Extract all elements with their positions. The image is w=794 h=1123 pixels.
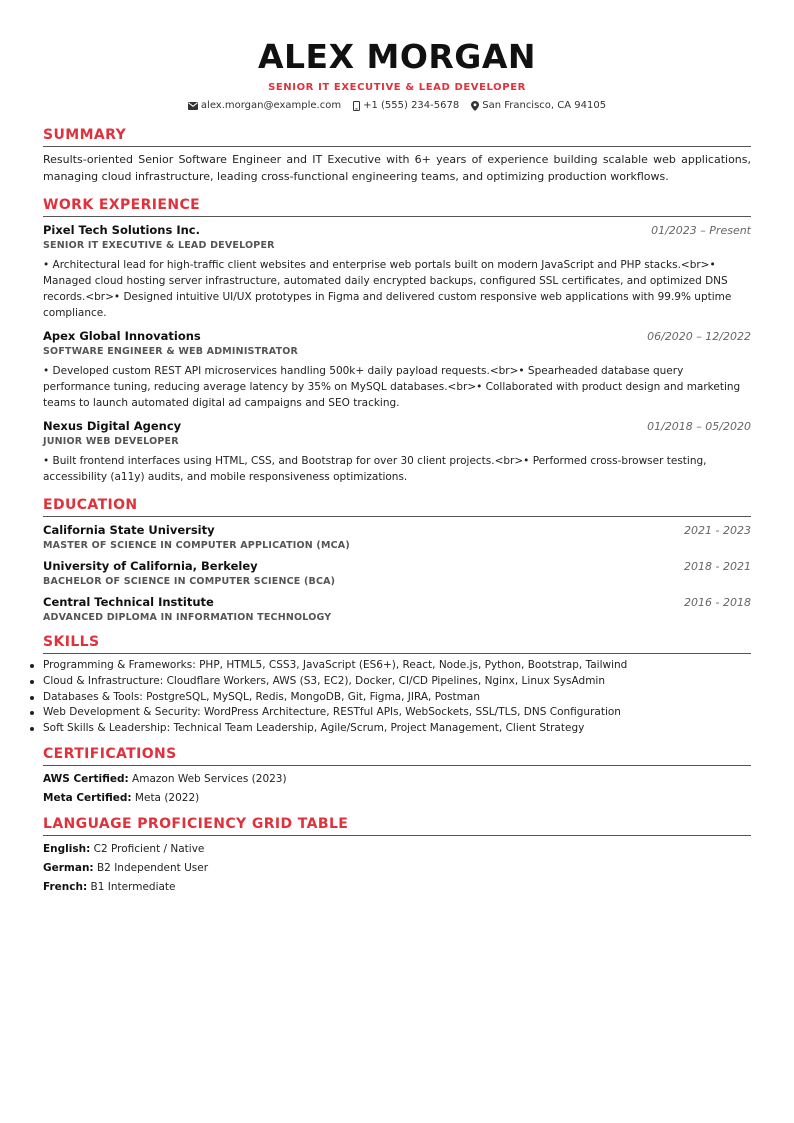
job-role: JUNIOR WEB DEVELOPER [43,436,179,447]
skill-item: Cloud & Infrastructure: Cloudflare Workers, AWS (S3, EC2), Docker, CI/CD Pipelines, Nginx, Linux SysAdmin [43,674,751,690]
education-entry [43,559,751,588]
summary-text: Results-oriented Senior Software Engineer and IT Executive with 6+ years of experience building scalable web applications, managing cloud infrastructure, leading cross-functional engineering teams, and optimizing production workflows. [43,153,751,183]
skills-list [43,658,751,737]
job-entry [43,223,751,321]
education-dates: 2021 - 2023 [684,524,751,537]
experience-heading: WORK EXPERIENCE [43,196,751,217]
contact-phone[interactable] [353,99,459,112]
job-entry [43,419,751,485]
company-name: Pixel Tech Solutions Inc. [43,223,200,237]
certification-label: Meta Certified: [43,791,132,804]
certifications-heading: CERTIFICATIONS [43,745,751,766]
certification-label: AWS Certified: [43,772,129,785]
language-value: B1 Intermediate [90,880,176,893]
language-label: German: [43,861,94,874]
contact-email[interactable] [188,99,341,112]
summary-heading: SUMMARY [43,126,751,147]
language-label: English: [43,842,91,855]
location-text: San Francisco, CA 94105 [482,100,607,111]
language-item [43,861,751,876]
degree-name: ADVANCED DIPLOMA IN INFORMATION TECHNOLOGY [43,612,332,623]
degree-name: MASTER OF SCIENCE IN COMPUTER APPLICATION (MCA) [43,540,350,551]
skill-item: Soft Skills & Leadership: Technical Team Leadership, Agile/Scrum, Project Management, Client Strategy [43,721,751,737]
skill-item: Web Development & Security: WordPress Architecture, RESTful APIs, WebSockets, SSL/TLS, DNS Configuration [43,705,751,721]
candidate-title: SENIOR IT EXECUTIVE & LEAD DEVELOPER [268,82,526,93]
certifications-section [43,745,751,806]
school-name: Central Technical Institute [43,595,214,609]
phone-icon [353,101,360,111]
job-role: SENIOR IT EXECUTIVE & LEAD DEVELOPER [43,240,275,251]
envelope-icon [188,102,198,110]
skill-item: Databases & Tools: PostgreSQL, MySQL, Redis, MongoDB, Git, Figma, JIRA, Postman [43,690,751,706]
job-description: • Developed custom REST API microservices handling 500k+ daily payload requests.<br>• Spearheaded database query performance tuning, reducing average latency by 35% on MySQL databases.<br>• Collaborated with product design and marketing teams to launch automated digital ad campaigns and SEO tracking. [43,365,741,409]
language-label: French: [43,880,88,893]
email-text[interactable]: alex.morgan@example.com [200,100,342,111]
education-heading: EDUCATION [43,496,751,517]
skill-item: Programming & Frameworks: PHP, HTML5, CSS3, JavaScript (ES6+), React, Node.js, Python, Bootstrap, Tailwind [43,658,751,674]
job-description: • Built frontend interfaces using HTML, CSS, and Bootstrap for over 30 client projects.<br>• Performed cross-browser testing, accessibility (a11y) audits, and mobile responsiveness optimizations. [43,455,707,483]
certification-value: Amazon Web Services (2023) [132,772,287,785]
resume-header [43,0,751,112]
job-dates: 06/2020 – 12/2022 [647,330,751,343]
job-dates: 01/2018 – 05/2020 [647,420,751,433]
company-name: Apex Global Innovations [43,329,201,343]
certification-item [43,791,751,806]
education-entry [43,595,751,624]
education-section [43,496,751,624]
education-entry [43,523,751,552]
job-dates: 01/2023 – Present [651,224,751,237]
company-name: Nexus Digital Agency [43,419,182,433]
education-dates: 2016 - 2018 [684,596,751,609]
language-item [43,842,751,857]
contact-bar [43,99,751,112]
candidate-name: ALEX MORGAN [257,37,537,76]
experience-section [43,196,751,485]
certification-value: Meta (2022) [134,791,200,804]
job-entry [43,329,751,411]
job-role: SOFTWARE ENGINEER & WEB ADMINISTRATOR [43,346,299,357]
contact-location [471,99,606,112]
skills-heading: SKILLS [43,633,751,654]
language-item [43,880,751,895]
map-pin-icon [471,101,479,111]
school-name: University of California, Berkeley [43,559,258,573]
summary-section [43,126,751,185]
education-dates: 2018 - 2021 [684,560,751,573]
language-value: B2 Independent User [96,861,209,874]
skills-section [43,633,751,737]
school-name: California State University [43,523,215,537]
language-value: C2 Proficient / Native [93,842,205,855]
languages-section [43,815,751,895]
certification-item [43,772,751,787]
phone-text[interactable]: +1 (555) 234-5678 [363,100,460,111]
languages-heading: LANGUAGE PROFICIENCY GRID TABLE [43,815,751,836]
degree-name: BACHELOR OF SCIENCE IN COMPUTER SCIENCE (BCA) [43,576,336,587]
job-description: • Architectural lead for high-traffic client websites and enterprise web portals built on modern JavaScript and PHP stacks.<br>• Managed cloud hosting server infrastructure, automated daily encrypted backups, configured SSL certificates, and optimized DNS records.<br>• Designed intuitive UI/UX prototypes in Figma and delivered custom responsive web applications with 99.9% uptime compliance. [43,259,732,319]
